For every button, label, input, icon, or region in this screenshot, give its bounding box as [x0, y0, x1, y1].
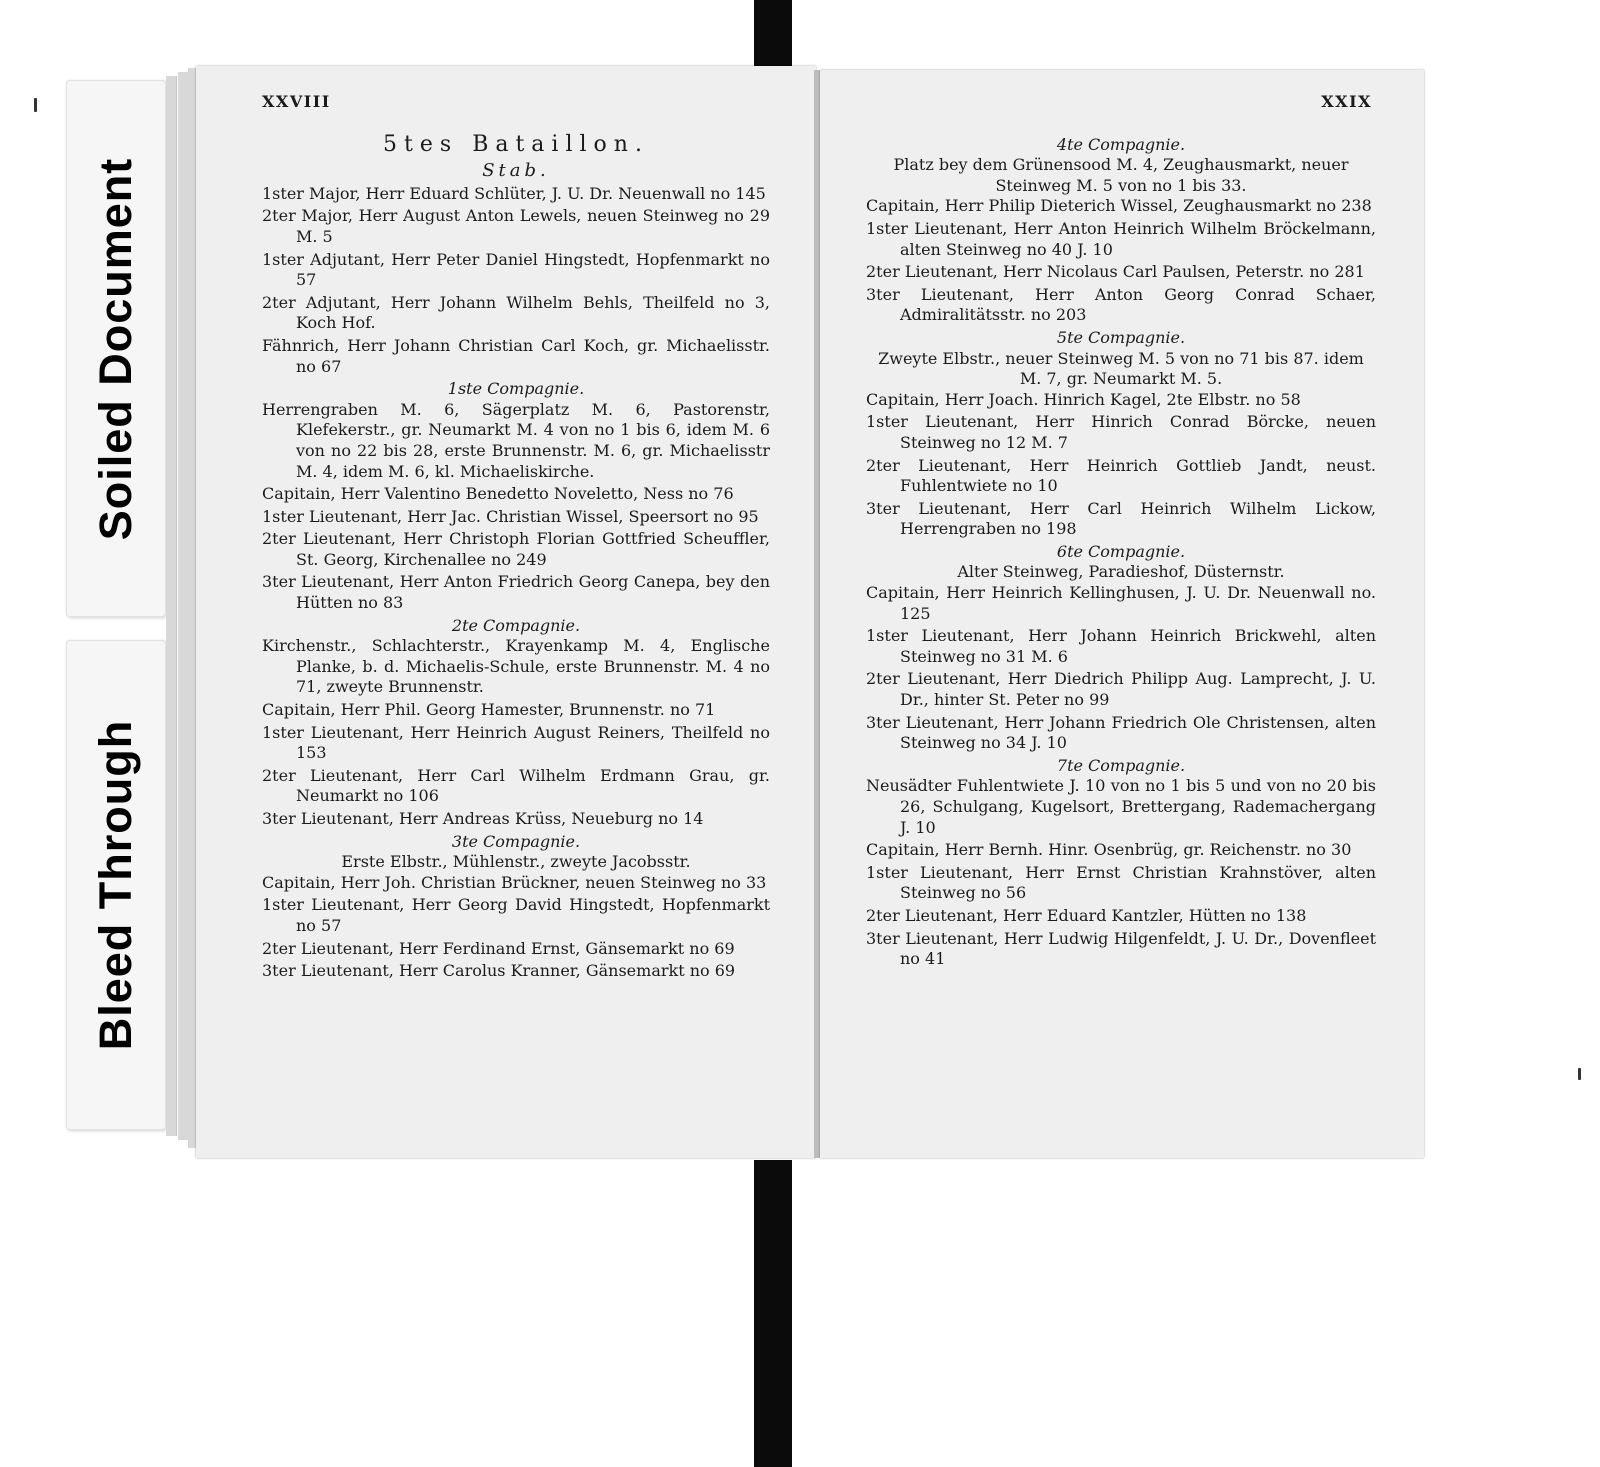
page-number-right: XXIX	[1321, 92, 1372, 111]
bleed-through-label	[66, 640, 166, 1130]
stab-entry: 2ter Adjutant, Herr Johann Wilhelm Behls, Theilfeld no 3, Koch Hof.	[262, 292, 770, 333]
company-entry: 2ter Lieutenant, Herr Heinrich Gottlieb Jandt, neust. Fuhlentwiete no 10	[866, 455, 1376, 496]
company-entry: 3ter Lieutenant, Herr Ludwig Hilgenfeldt, J. U. Dr., Dovenfleet no 41	[866, 928, 1376, 969]
company-entry: Capitain, Herr Bernh. Hinr. Osenbrüg, gr. Reichenstr. no 30	[866, 840, 1352, 860]
company-entry: Capitain, Herr Phil. Georg Hamester, Brunnenstr. no 71	[262, 700, 716, 720]
company-entry: 1ster Lieutenant, Herr Hinrich Conrad Börcke, neuen Steinweg no 12 M. 7	[866, 412, 1376, 452]
bleed-through-text: Bleed Through	[90, 719, 141, 1051]
stab-entry: 1ster Major, Herr Eduard Schlüter, J. U. Dr. Neuenwall no 145	[262, 183, 766, 203]
company-heading: 3te Compagnie.	[451, 831, 581, 851]
company-entry: 1ster Lieutenant, Herr Anton Heinrich Wilhelm Bröckelmann, alten Steinweg no 40 J. 10	[866, 218, 1376, 259]
company-entry: 2ter Lieutenant, Herr Ferdinand Ernst, Gänsemarkt no 69	[262, 938, 735, 958]
company-heading: 1ste Compagnie.	[447, 379, 585, 399]
company-entry: 3ter Lieutenant, Herr Carolus Kranner, Gänsemarkt no 69	[262, 961, 736, 981]
company-entry: 1ster Lieutenant, Herr Heinrich August Reiners, Theilfeld no 153	[262, 722, 770, 763]
company-entry: 2ter Lieutenant, Herr Diedrich Philipp Aug. Lamprecht, J. U. Dr., hinter St. Peter no 99	[866, 669, 1376, 710]
battalion-heading: 5tes Bataillon.	[383, 131, 649, 157]
company-entry: 3ter Lieutenant, Herr Carl Heinrich Wilhelm Lickow, Herrengraben no 198	[866, 498, 1376, 539]
company-entry: 3ter Lieutenant, Herr Anton Georg Conrad Schaer, Admiralitätsstr. no 203	[866, 284, 1376, 325]
soiled-document-text: Soiled Document	[90, 157, 141, 540]
company-entry: 1ster Lieutenant, Herr Georg David Hingstedt, Hopfenmarkt no 57	[262, 895, 770, 935]
scan-mark	[1578, 1068, 1581, 1080]
company-heading: 4te Compagnie.	[1056, 134, 1186, 154]
scan-mark	[34, 98, 37, 112]
company-entry: 2ter Lieutenant, Herr Eduard Kantzler, Hütten no 138	[866, 905, 1307, 925]
right-page	[866, 92, 1376, 972]
company-heading: 2te Compagnie.	[451, 615, 581, 635]
company-entry: 1ster Lieutenant, Herr Ernst Christian Krahnstöver, alten Steinweg no 56	[866, 862, 1376, 903]
left-page	[262, 92, 770, 984]
spine-bottom	[754, 1160, 792, 1467]
company-entry: Capitain, Herr Joach. Hinrich Kagel, 2te Elbstr. no 58	[866, 389, 1301, 409]
company-location: Platz bey dem Grünensood M. 4, Zeughausmarkt, neuer Steinweg M. 5 von no 1 bis 33.	[893, 155, 1349, 195]
company-location: Alter Steinweg, Paradieshof, Düsternstr.	[957, 562, 1285, 582]
company-heading: 5te Compagnie.	[1056, 327, 1186, 347]
company-entry: 3ter Lieutenant, Herr Johann Friedrich Ole Christensen, alten Steinweg no 34 J. 10	[866, 712, 1376, 753]
company-entry: 1ster Lieutenant, Herr Jac. Christian Wissel, Speersort no 95	[262, 506, 759, 526]
company-location: Herrengraben M. 6, Sägerplatz M. 6, Pastorenstr, Klefekerstr., gr. Neumarkt M. 4 von no 1 bis 6, idem M. 6 von no 22 bis 28, erste Brunnenstr. M. 6, gr. Michaelisstr M. 4, idem M. 6, kl. Michaeliskirche.	[262, 399, 770, 481]
company-entry: Capitain, Herr Heinrich Kellinghusen, J. U. Dr. Neuenwall no. 125	[866, 583, 1376, 623]
company-heading: 6te Compagnie.	[1056, 541, 1186, 561]
stab-entry: Fähnrich, Herr Johann Christian Carl Koch, gr. Michaelisstr. no 67	[262, 335, 770, 376]
page-edge-outer	[166, 76, 177, 1136]
company-location: Kirchenstr., Schlachterstr., Krayenkamp M. 4, Englische Planke, b. d. Michaelis-Schule, erste Brunnenstr. M. 4 no 71, zweyte Brunnenstr.	[262, 636, 770, 697]
soiled-document-label	[66, 80, 166, 617]
company-entry: Capitain, Herr Philip Dieterich Wissel, Zeughausmarkt no 238	[866, 196, 1372, 216]
stab-heading: Stab.	[482, 160, 550, 182]
company-location: Neusädter Fuhlentwiete J. 10 von no 1 bis 5 und von no 20 bis 26, Schulgang, Kugelsort, Brettergang, Rademachergang J. 10	[866, 776, 1376, 837]
company-entry: 2ter Lieutenant, Herr Nicolaus Carl Paulsen, Peterstr. no 281	[866, 262, 1365, 282]
company-entry: Capitain, Herr Joh. Christian Brückner, neuen Steinweg no 33	[262, 872, 767, 892]
company-entry: 3ter Lieutenant, Herr Andreas Krüss, Neueburg no 14	[262, 809, 704, 828]
stab-entry: 1ster Adjutant, Herr Peter Daniel Hingstedt, Hopfenmarkt no 57	[262, 249, 770, 290]
company-location: Zweyte Elbstr., neuer Steinweg M. 5 von no 71 bis 87. idem M. 7, gr. Neumarkt M. 5.	[878, 348, 1364, 389]
company-location: Erste Elbstr., Mühlenstr., zweyte Jacobsstr.	[341, 852, 691, 872]
company-heading: 7te Compagnie.	[1056, 755, 1186, 775]
page-number-left: XXVIII	[262, 92, 331, 111]
company-entry: Capitain, Herr Valentino Benedetto Noveletto, Ness no 76	[262, 484, 734, 504]
company-entry: 2ter Lieutenant, Herr Christoph Florian Gottfried Scheuffler, St. Georg, Kirchenallee no 249	[262, 529, 770, 569]
company-entry: 3ter Lieutenant, Herr Anton Friedrich Georg Canepa, bey den Hütten no 83	[262, 572, 770, 613]
stab-entry: 2ter Major, Herr August Anton Lewels, neuen Steinweg no 29 M. 5	[262, 206, 770, 246]
company-entry: 1ster Lieutenant, Herr Johann Heinrich Brickwehl, alten Steinweg no 31 M. 6	[866, 626, 1376, 666]
company-entry: 2ter Lieutenant, Herr Carl Wilhelm Erdmann Grau, gr. Neumarkt no 106	[262, 765, 770, 806]
